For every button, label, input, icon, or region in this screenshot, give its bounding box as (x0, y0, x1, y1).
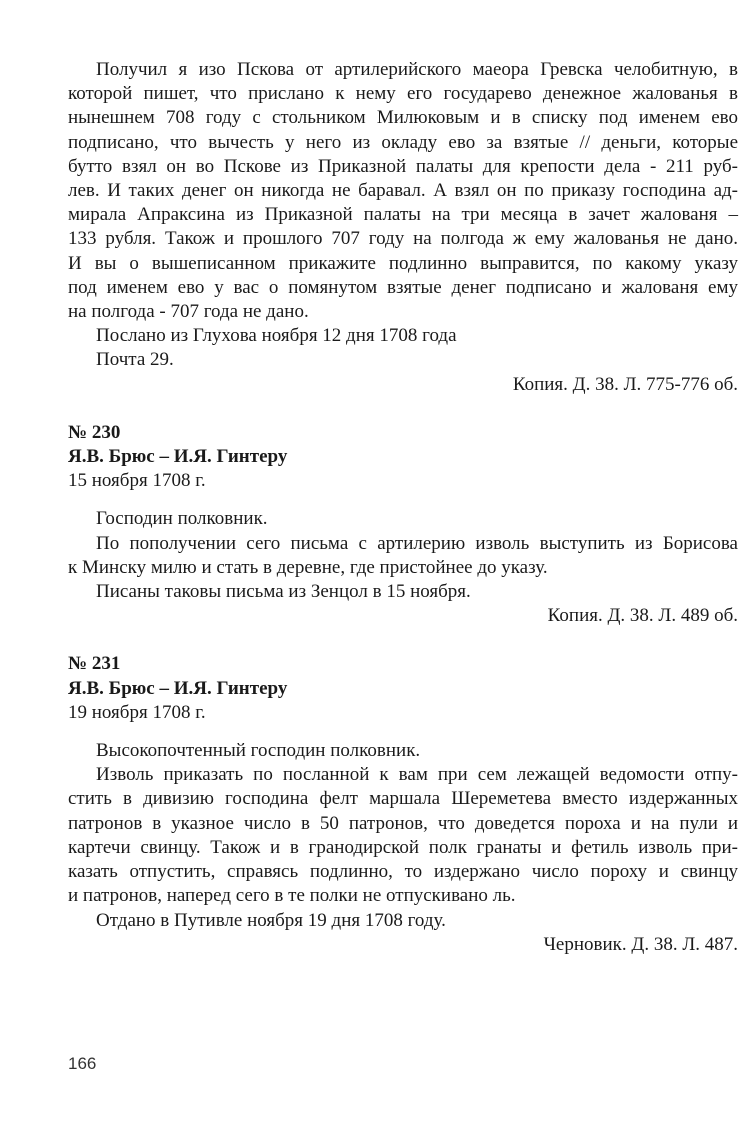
given-line: Отдано в Путивле ноября 19 дня 1708 году. (96, 909, 446, 931)
text-line: казать отпустить, справясь подлинно, то издержано число пороху и свинцу (68, 861, 738, 883)
text-line: мирала Апраксина из Приказной палаты на три месяца в зачет жалованя – (68, 204, 738, 226)
sent-from-line: Послано из Глухова ноября 12 дня 1708 года (96, 325, 457, 347)
salutation: Господин полковник. (96, 508, 268, 530)
text-line: нынешнем 708 году с стольником Милюковым и в списку под именем ево (68, 107, 738, 129)
archive-source: Черновик. Д. 38. Л. 487. (543, 933, 738, 955)
letter-229-body (68, 58, 738, 324)
text-line: лев. И таких денег он никогда не баравал. А взял он по приказу господина ад- (68, 180, 738, 202)
text-line: патронов в указное число в 50 патронов, что доведется пороха и на пули и (68, 812, 738, 834)
archive-source: Копия. Д. 38. Л. 775-776 об. (512, 373, 738, 395)
letter-231-body (68, 763, 738, 908)
page-body (68, 58, 738, 957)
text-line: к Минску милю и стать в деревне, где пристойнее до указу. (68, 556, 548, 578)
document-number: № 230 (68, 421, 121, 443)
letter-230-body (68, 532, 738, 580)
text-line: Получил я изо Пскова от артилерийского маеора Гревска челобитную, в (96, 59, 738, 80)
post-number: Почта 29. (96, 349, 174, 371)
text-line: 133 рубля. Також и прошлого 707 году на полгода ж ему жалованья не дано. (68, 228, 738, 250)
document-header: Я.В. Брюс – И.Я. Гинтеру (68, 677, 288, 699)
text-line: которой пишет, что прислано к нему его государево денежное жалованья в (68, 83, 738, 105)
written-line: Писаны таковы письма из Зенцол в 15 ноября. (96, 581, 471, 603)
text-line: на полгода - 707 года не дано. (68, 301, 309, 323)
archive-source: Копия. Д. 38. Л. 489 об. (547, 605, 738, 627)
text-line: стить в дивизию господина фелт маршала Шереметева вместо издержанных (68, 788, 738, 810)
text-line: и патронов, наперед сего в те полки не отпускивано ль. (68, 885, 516, 907)
text-line: Изволь приказать по посланной к вам при сем лежащей ведомости отпу- (96, 764, 738, 786)
document-number: № 231 (68, 653, 121, 675)
text-line: картечи свинцу. Також и в гранодирской полк гранаты и фетиль изволь при- (68, 836, 738, 858)
page-number: 166 (68, 1054, 97, 1073)
text-line: И вы о вышеписанном прикажите подлинно выправится, по какому указу (68, 252, 738, 274)
salutation: Высокопочтенный господин полковник. (96, 740, 421, 762)
document-header: Я.В. Брюс – И.Я. Гинтеру (68, 446, 288, 468)
text-line: По пополучении сего письма с артилерию изволь выступить из Борисова (96, 532, 738, 554)
text-line: бутто взял он во Пскове из Приказной палаты для крепости дела - 211 руб- (68, 155, 738, 177)
document-date: 15 ноября 1708 г. (68, 470, 206, 492)
text-line: подписано, что вычесть у него из окладу ево за взятые // деньги, которые (68, 131, 738, 153)
document-date: 19 ноября 1708 г. (68, 701, 206, 723)
text-line: под именем ево у вас о помянутом взятые денег подписано и жалованя ему (68, 276, 738, 298)
